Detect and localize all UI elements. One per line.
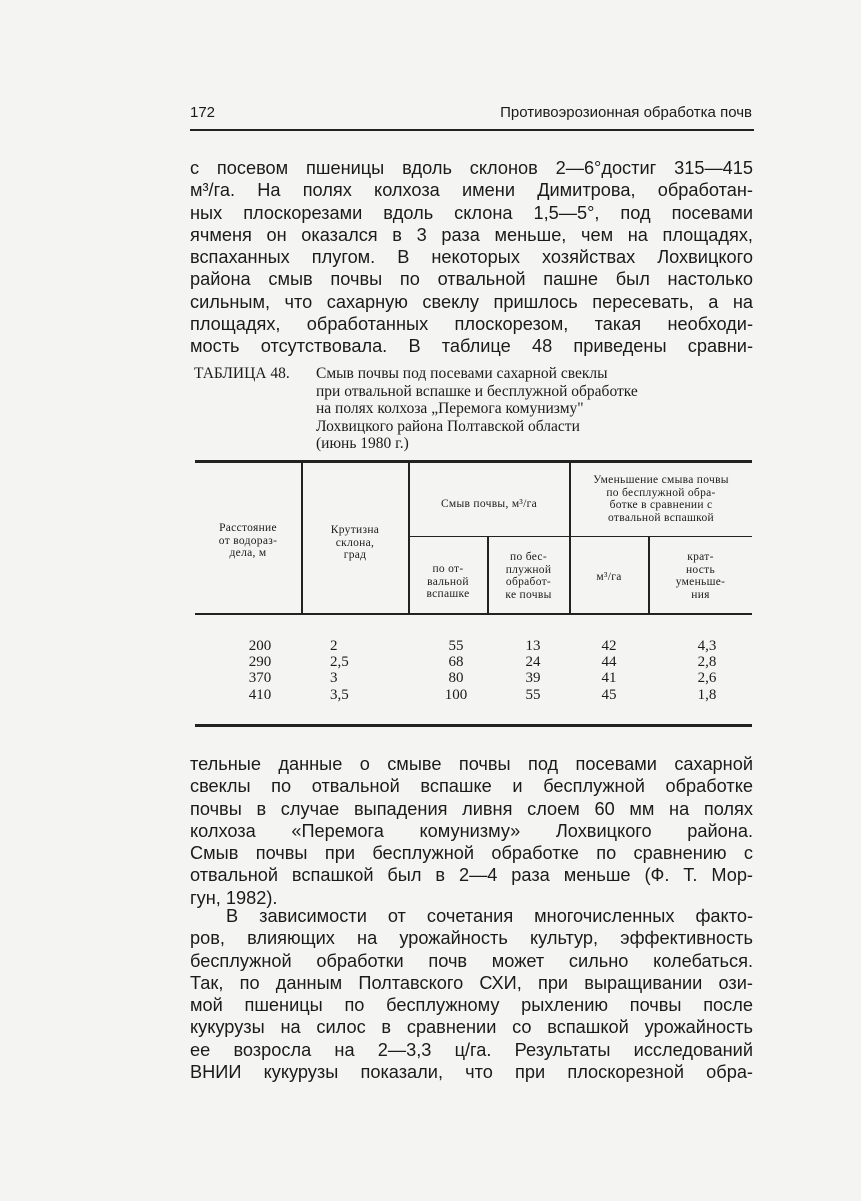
text-line: района смыв почвы по отвальной пашне был настолько [190,269,753,290]
header-text: м³/га [596,571,622,583]
header-text: крат- [687,551,714,563]
running-title: Противоэрозионная обработка почв [500,104,752,121]
cell: 24 [525,654,541,671]
text-line: отвальной вспашкой был в 2—4 раза меньше (Ф. Т. Мор- [190,865,753,886]
text-line: Смыв почвы при бесплужной обработке по сравнению с [190,843,753,864]
caption-line: (июнь 1980 г.) [316,435,409,452]
cell: 200 [248,638,272,654]
text-line: почвы в случае выпадения ливня слоем 60 мм на полях [190,798,753,819]
cell: 290 [248,654,272,671]
table-subheader-rule [409,536,752,537]
table-label: ТАБЛИЦА 48. [194,365,290,382]
text-line: свеклы по отвальной вспашке и бесплужной обработке [190,776,753,797]
caption-line: на полях колхоза „Перемога комунизму" [316,400,584,417]
cell: 13 [525,638,541,654]
header-text: ния [691,588,710,601]
data-table [195,460,752,728]
text-line: мость отсутствовала. В таблице 48 приведены сравни- [190,336,753,357]
header-text: по бесплужной обра- [606,486,716,499]
column-reduction-ratio [677,638,737,703]
cell: 68 [448,654,464,671]
cell: 2 [330,638,338,654]
cell: 41 [601,670,617,687]
text-line: бесплужной обработки почв может сильно колебаться. [190,950,753,971]
header-text: Смыв почвы, м³/га [440,498,538,510]
text-line: ее возросла на 2—3,3 ц/га. Результаты исследований [190,1039,753,1060]
header-text: град [343,549,367,561]
cell: 370 [248,670,272,687]
cell: 2,5 [330,654,349,671]
header-text: по от- [432,563,464,575]
text-line: кукурузы на силос в сравнении со вспашкой урожайность [190,1017,753,1038]
header-text: по бес- [510,551,547,563]
header-reduction-abs [570,571,648,584]
text-line: тельные данные о смыве почвы под посевами сахарной [190,754,753,774]
text-line: ных плоскорезами вдоль склона 1,5—5°, под посевами [190,202,753,223]
text-line: ячменя он оказался в 3 раза меньше, чем на площадях, [190,224,753,245]
header-rule [190,129,754,131]
header-text: склона, [335,536,375,549]
column-slope [330,638,380,703]
cell: 80 [448,670,464,687]
cell: 44 [601,654,617,671]
text-line: вспаханных плугом. В некоторых хозяйствах Лохвицкого [190,247,753,268]
cell: 3,5 [330,686,349,703]
header-reduction-ratio [649,551,752,601]
cell: 4,3 [697,638,717,654]
cell: 42 [601,638,617,654]
paragraph-2 [190,753,753,909]
header-slope [302,524,408,562]
caption-line: Лохвицкого района Полтавской области [316,417,580,435]
cell: 55 [448,638,464,654]
text-line: гун, 1982). [190,887,278,908]
header-text: Крутизна [330,524,380,536]
column-moldboard [431,638,481,703]
header-text: вальной [427,575,469,588]
table-bottom-rule [195,724,752,727]
header-text: ность [685,563,716,576]
text-line: В зависимости от сочетания многочисленных факто- [226,906,753,926]
text-line: с посевом пшеницы вдоль склонов 2—6°достиг 315—415 [190,158,753,178]
cell: 45 [601,686,617,703]
page-number: 172 [190,104,216,121]
cell: 2,6 [697,670,717,687]
caption-line: Смыв почвы под посевами сахарной свеклы [316,365,608,382]
running-header [190,104,752,126]
header-noplow [488,551,569,601]
column-reduction-abs [584,638,634,703]
paragraph-3 [190,905,753,1083]
header-text: отвальной вспашкой [608,511,714,524]
text-line: м³/га. На полях колхоза имени Димитрова, обработан- [190,180,753,201]
caption-line: при отвальной вспашке и бесплужной обработке [316,382,638,400]
cell: 1,8 [697,686,717,703]
header-text: дела, м [229,547,267,559]
text-line: сильным, что сахарную свеклу пришлось пересевать, а на [190,291,753,312]
table-top-rule [195,460,752,463]
text-line: мой пшеницы по бесплужному рыхлению почвы после [190,995,753,1016]
header-text: вспашке [426,588,470,600]
text-line: колхоза «Перемога комунизму» Лохвицкого района. [190,820,753,841]
table-header-rule [195,613,752,615]
column-noplow [508,638,558,703]
text-line: Так, по данным Полтавского СХИ, при выращивании ози- [190,972,753,993]
text-line: ВНИИ кукурузы показали, что при плоскорезной обра- [190,1062,753,1083]
text-line: площадях, обработанных плоскорезом, такая необходи- [190,314,753,335]
header-text: обработ- [505,576,552,588]
paragraph-1 [190,157,753,358]
header-text: уменьше- [675,576,726,588]
cell: 55 [525,686,541,703]
cell: 39 [525,670,541,687]
header-text: Уменьшение смыва почвы [593,474,729,486]
cell: 3 [330,670,338,687]
header-text: от водораз- [218,534,278,547]
header-text: ке почвы [505,588,552,601]
header-text: плужной [505,563,552,576]
header-moldboard [409,563,487,601]
header-distance [195,522,301,560]
header-text: ботке в сравнении с [609,499,713,511]
header-washout-group [409,498,569,511]
header-text: Расстояние [219,522,277,534]
column-distance [235,638,285,703]
cell: 2,8 [697,654,717,671]
cell: 410 [248,686,272,703]
cell: 100 [444,686,468,703]
text-line: ров, влияющих на урожайность культур, эффективность [190,928,753,949]
header-reduction-group [570,474,752,524]
